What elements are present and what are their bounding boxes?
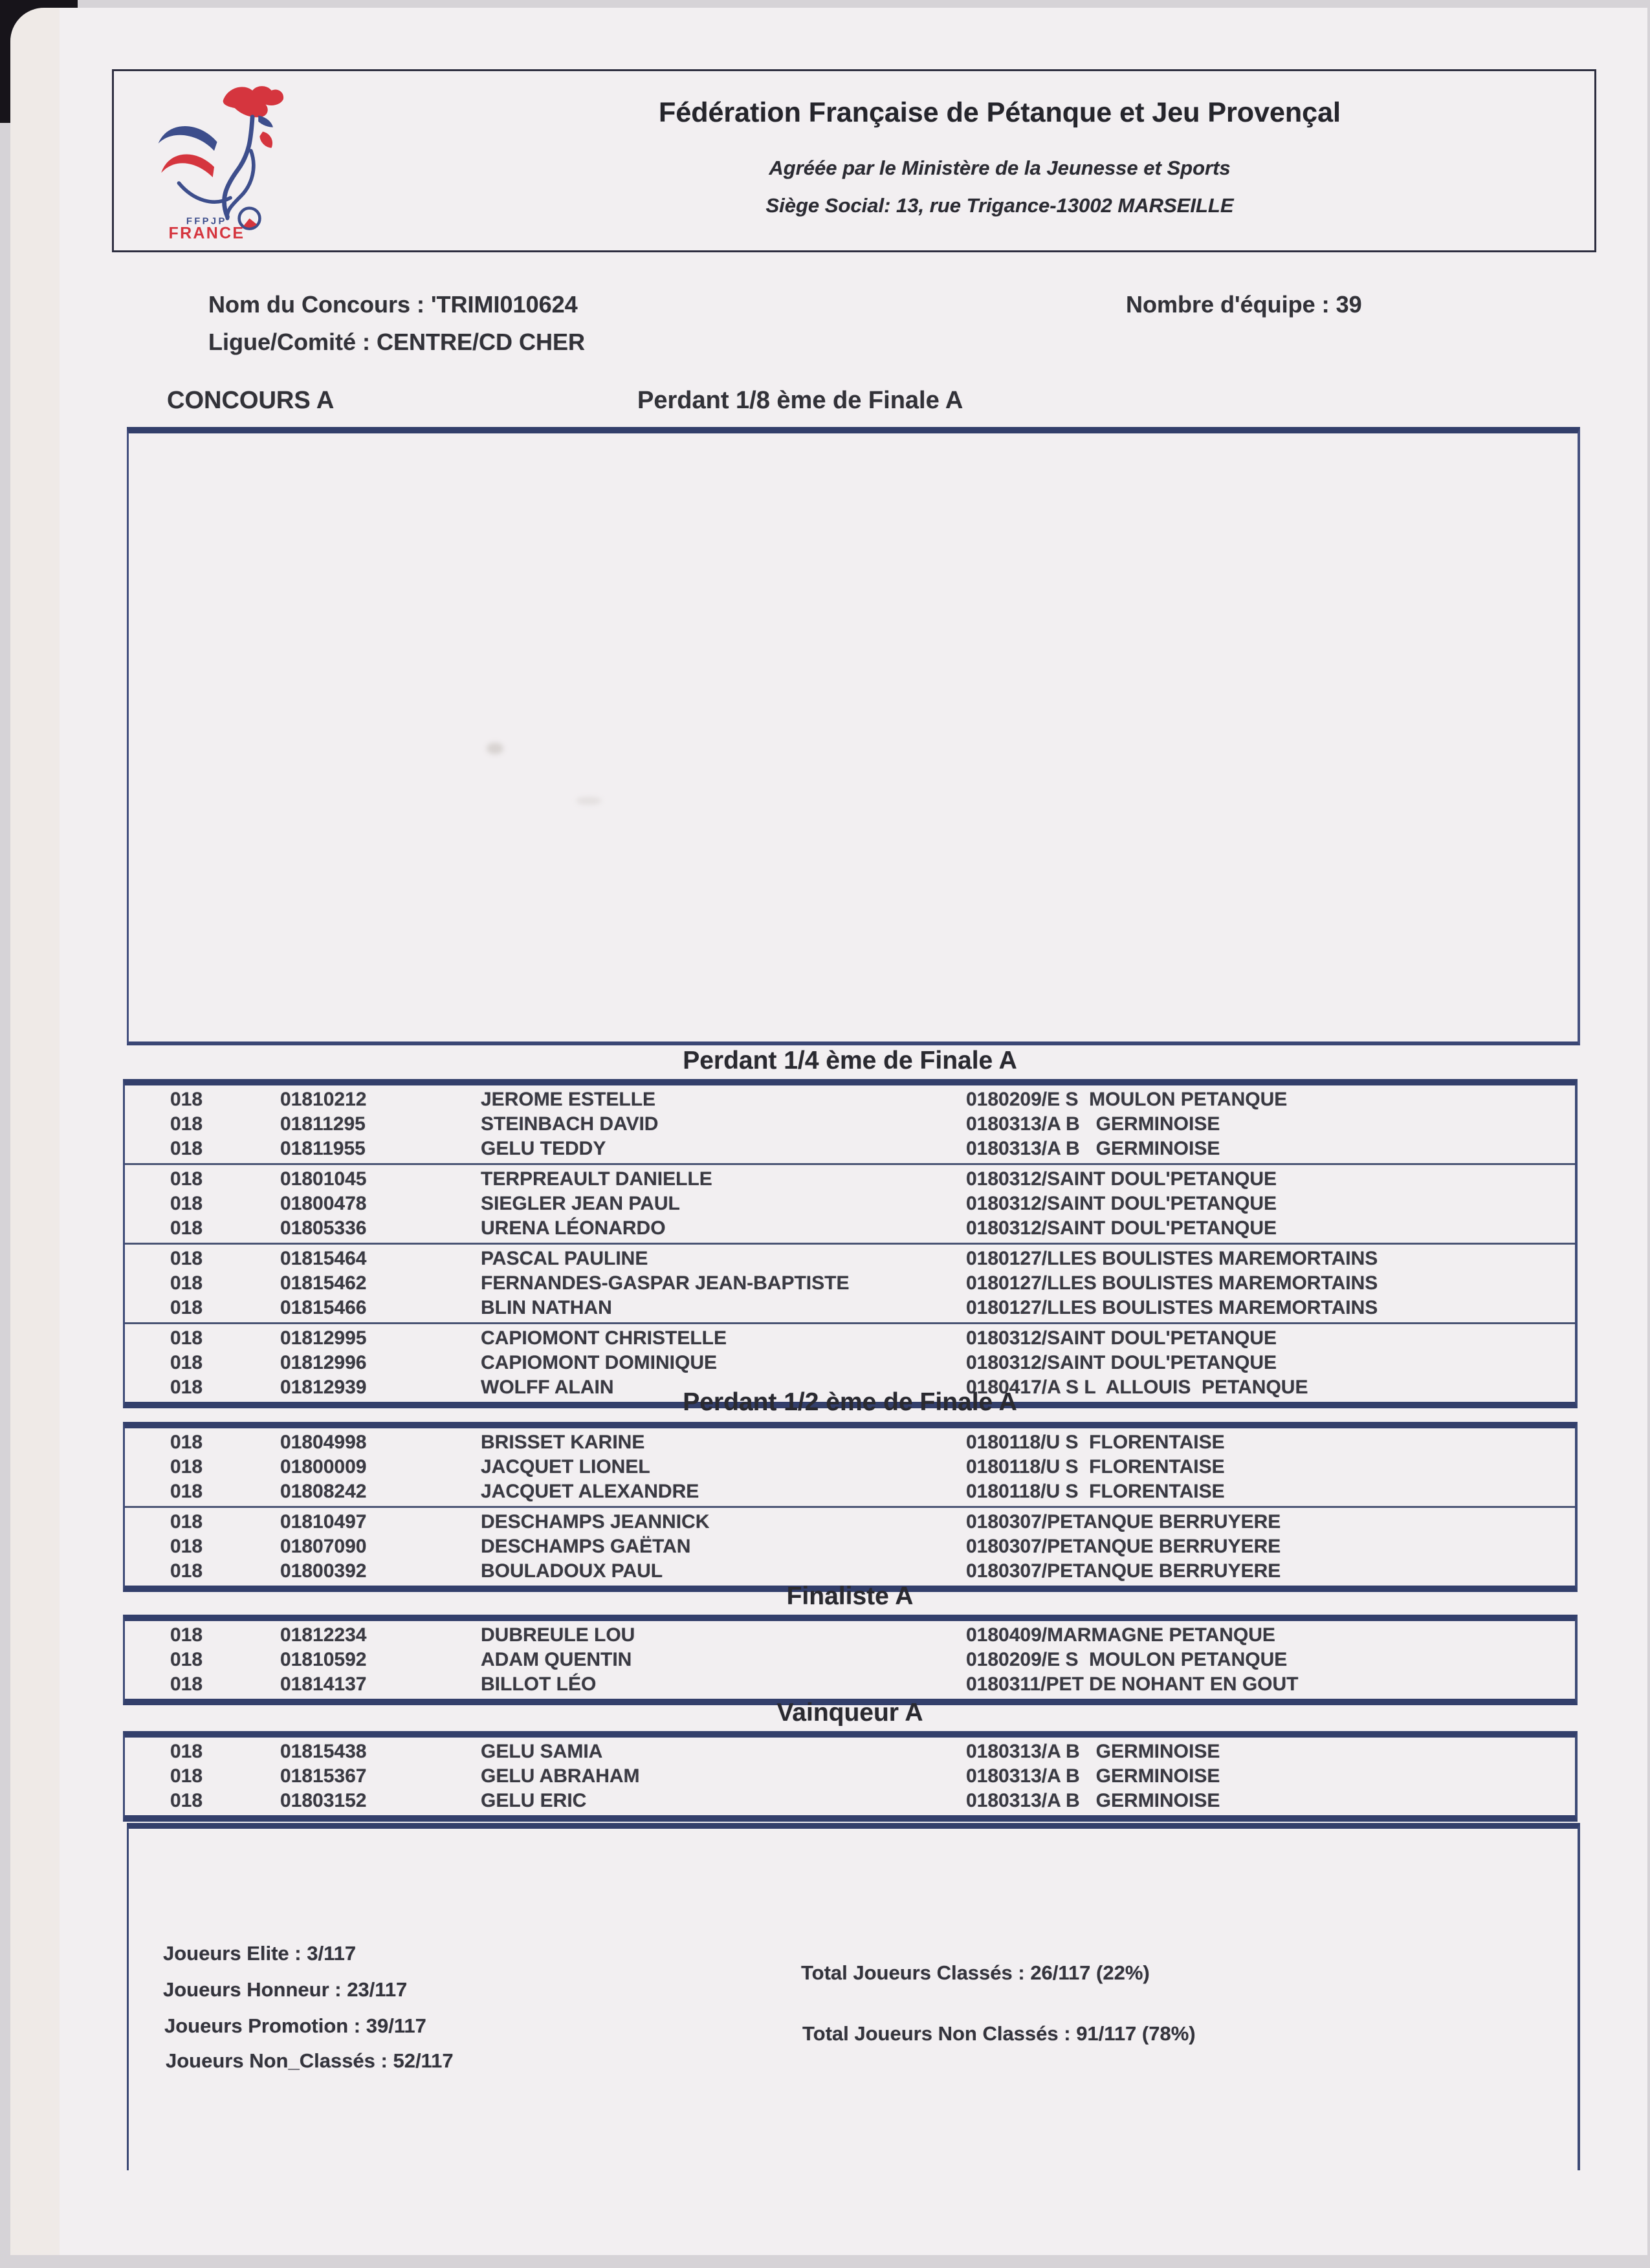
player-name-cell: GELU SAMIA: [481, 1741, 603, 1762]
section-title: Perdant 1/4 ème de Finale A: [683, 1047, 1017, 1074]
player-name-cell: BRISSET KARINE: [481, 1432, 645, 1453]
club-cell: 0180307/PETANQUE BERRUYERE: [966, 1560, 1281, 1582]
club-cell: 0180313/A B GERMINOISE: [966, 1790, 1220, 1811]
results-table: [123, 1422, 1578, 1592]
table-row: [125, 1789, 1575, 1813]
comb-shape: [223, 86, 283, 117]
table-row: [125, 1739, 1575, 1764]
table-row: [125, 1112, 1575, 1137]
license-cell: 01800392: [280, 1560, 367, 1582]
license-cell: 01810212: [280, 1089, 367, 1110]
club-cell: 0180312/SAINT DOUL'PETANQUE: [966, 1327, 1277, 1349]
license-cell: 01812996: [280, 1352, 367, 1373]
tail-feather-blue: [159, 126, 217, 151]
license-cell: 01804998: [280, 1432, 367, 1453]
club-cell: 0180409/MARMAGNE PETANQUE: [966, 1624, 1275, 1646]
table-row: [125, 1672, 1575, 1697]
section-title: Finaliste A: [786, 1582, 914, 1610]
club-cell: 0180118/U S FLORENTAISE: [966, 1456, 1225, 1477]
club-cell: 0180209/E S MOULON PETANQUE: [966, 1089, 1288, 1110]
table-row: [125, 1247, 1575, 1271]
paper-edge-shading: [10, 8, 60, 2255]
dept-cell: 018: [170, 1377, 203, 1398]
logo-france-text: FRANCE: [168, 224, 245, 242]
dept-cell: 018: [170, 1272, 203, 1294]
license-cell: 01815466: [280, 1297, 367, 1318]
federation-header-box: [112, 69, 1596, 252]
dept-cell: 018: [170, 1649, 203, 1670]
license-cell: 01811955: [280, 1138, 366, 1159]
player-name-cell: JEROME ESTELLE: [481, 1089, 656, 1110]
section-title: Perdant 1/2 ème de Finale A: [683, 1388, 1017, 1416]
player-name-cell: JACQUET ALEXANDRE: [481, 1481, 699, 1502]
section-title: Vainqueur A: [776, 1699, 923, 1727]
team-separator-line: [125, 1322, 1575, 1324]
player-category-stat: Joueurs Honneur : 23/117: [163, 1978, 408, 2001]
table-row: [125, 1216, 1575, 1241]
club-cell: 0180417/A S L ALLOUIS PETANQUE: [966, 1377, 1308, 1398]
logo-ffpjp-text: FFPJP: [186, 216, 227, 227]
dept-cell: 018: [170, 1624, 203, 1646]
dept-cell: 018: [170, 1327, 203, 1349]
beak-shape: [258, 116, 273, 127]
player-name-cell: TERPREAULT DANIELLE: [481, 1168, 712, 1190]
perdant-huitieme-box: [127, 427, 1580, 1045]
dept-cell: 018: [170, 1138, 203, 1159]
club-cell: 0180307/PETANQUE BERRUYERE: [966, 1511, 1281, 1532]
license-cell: 01800009: [280, 1456, 367, 1477]
dept-cell: 018: [170, 1511, 203, 1532]
player-name-cell: BLIN NATHAN: [481, 1297, 612, 1318]
license-cell: 01812995: [280, 1327, 367, 1349]
ffpjp-rooster-logo: [133, 80, 295, 242]
player-name-cell: CAPIOMONT DOMINIQUE: [481, 1352, 717, 1373]
federation-subtitle-2: Siège Social: 13, rue Trigance-13002 MARSEILLE: [765, 194, 1234, 217]
license-cell: 01812939: [280, 1377, 367, 1398]
license-cell: 01805336: [280, 1217, 367, 1239]
player-category-stat: Joueurs Non_Classés : 52/117: [166, 2049, 454, 2072]
dept-cell: 018: [170, 1297, 203, 1318]
club-cell: 0180127/LLES BOULISTES MAREMORTAINS: [966, 1272, 1378, 1294]
player-name-cell: DUBREULE LOU: [481, 1624, 635, 1646]
player-name-cell: GELU TEDDY: [481, 1138, 606, 1159]
player-name-cell: JACQUET LIONEL: [481, 1456, 650, 1477]
license-cell: 01811295: [280, 1113, 366, 1135]
license-cell: 01803152: [280, 1790, 367, 1811]
table-row: [125, 1296, 1575, 1320]
table-row: [125, 1764, 1575, 1789]
player-category-stat: Joueurs Promotion : 39/117: [164, 2014, 426, 2037]
table-row: [125, 1623, 1575, 1648]
results-table: [123, 1079, 1578, 1408]
table-row: [125, 1559, 1575, 1584]
table-row: [125, 1510, 1575, 1534]
license-cell: 01815438: [280, 1741, 367, 1762]
body-outline: [224, 117, 252, 217]
license-cell: 01815462: [280, 1272, 367, 1294]
license-cell: 01810497: [280, 1511, 367, 1532]
federation-title: Fédération Française de Pétanque et Jeu Provençal: [659, 97, 1341, 128]
table-row: [125, 1351, 1575, 1375]
player-name-cell: URENA LÉONARDO: [481, 1217, 666, 1239]
team-separator-line: [125, 1243, 1575, 1245]
table-row: [125, 1137, 1575, 1161]
player-name-cell: PASCAL PAULINE: [481, 1248, 648, 1269]
perdant-huitieme-title: Perdant 1/8 ème de Finale A: [637, 387, 963, 414]
player-name-cell: SIEGLER JEAN PAUL: [481, 1193, 680, 1214]
player-total-stat: Total Joueurs Non Classés : 91/117 (78%): [802, 2022, 1196, 2045]
concours-a-label: CONCOURS A: [167, 387, 335, 414]
table-row: [125, 1430, 1575, 1455]
table-row: [125, 1326, 1575, 1351]
dept-cell: 018: [170, 1089, 203, 1110]
dept-cell: 018: [170, 1193, 203, 1214]
club-cell: 0180313/A B GERMINOISE: [966, 1113, 1220, 1135]
license-cell: 01810592: [280, 1649, 367, 1670]
player-name-cell: ADAM QUENTIN: [481, 1649, 632, 1670]
player-name-cell: BOULADOUX PAUL: [481, 1560, 663, 1582]
dept-cell: 018: [170, 1674, 203, 1695]
license-cell: 01815464: [280, 1248, 367, 1269]
player-category-stat: Joueurs Elite : 3/117: [163, 1942, 357, 1965]
player-name-cell: WOLFF ALAIN: [481, 1377, 614, 1398]
federation-subtitle-1: Agréée par le Ministère de la Jeunesse et Sports: [769, 157, 1231, 179]
club-cell: 0180127/LLES BOULISTES MAREMORTAINS: [966, 1297, 1378, 1318]
license-cell: 01815367: [280, 1765, 367, 1787]
dept-cell: 018: [170, 1536, 203, 1557]
results-table: [123, 1731, 1578, 1822]
dept-cell: 018: [170, 1741, 203, 1762]
dept-cell: 018: [170, 1352, 203, 1373]
club-cell: 0180312/SAINT DOUL'PETANQUE: [966, 1352, 1277, 1373]
club-cell: 0180118/U S FLORENTAISE: [966, 1432, 1225, 1453]
club-cell: 0180209/E S MOULON PETANQUE: [966, 1649, 1288, 1670]
table-row: [125, 1192, 1575, 1216]
club-cell: 0180307/PETANQUE BERRUYERE: [966, 1536, 1281, 1557]
club-cell: 0180313/A B GERMINOISE: [966, 1765, 1220, 1787]
club-cell: 0180312/SAINT DOUL'PETANQUE: [966, 1193, 1277, 1214]
player-name-cell: FERNANDES-GASPAR JEAN-BAPTISTE: [481, 1272, 850, 1294]
table-row: [125, 1534, 1575, 1559]
club-cell: 0180127/LLES BOULISTES MAREMORTAINS: [966, 1248, 1378, 1269]
player-name-cell: GELU ABRAHAM: [481, 1765, 640, 1787]
dept-cell: 018: [170, 1456, 203, 1477]
dept-cell: 018: [170, 1765, 203, 1787]
player-name-cell: BILLOT LÉO: [481, 1674, 597, 1695]
ligue-comite-label: Ligue/Comité : CENTRE/CD CHER: [208, 329, 586, 355]
team-count-label: Nombre d'équipe : 39: [1126, 291, 1362, 318]
club-cell: 0180312/SAINT DOUL'PETANQUE: [966, 1217, 1277, 1239]
dept-cell: 018: [170, 1168, 203, 1190]
wattle-shape: [259, 132, 272, 148]
table-row: [125, 1271, 1575, 1296]
dept-cell: 018: [170, 1560, 203, 1582]
player-name-cell: GELU ERIC: [481, 1790, 587, 1811]
club-cell: 0180312/SAINT DOUL'PETANQUE: [966, 1168, 1277, 1190]
dept-cell: 018: [170, 1113, 203, 1135]
dept-cell: 018: [170, 1790, 203, 1811]
dept-cell: 018: [170, 1481, 203, 1502]
belly-outline: [179, 183, 230, 202]
table-row: [125, 1167, 1575, 1192]
club-cell: 0180118/U S FLORENTAISE: [966, 1481, 1225, 1502]
club-cell: 0180313/A B GERMINOISE: [966, 1741, 1220, 1762]
table-row: [125, 1479, 1575, 1504]
dept-cell: 018: [170, 1248, 203, 1269]
license-cell: 01808242: [280, 1481, 367, 1502]
license-cell: 01814137: [280, 1674, 367, 1695]
player-name-cell: DESCHAMPS GAËTAN: [481, 1536, 691, 1557]
player-total-stat: Total Joueurs Classés : 26/117 (22%): [801, 1961, 1150, 1984]
player-name-cell: DESCHAMPS JEANNICK: [481, 1511, 710, 1532]
dept-cell: 018: [170, 1432, 203, 1453]
club-cell: 0180311/PET DE NOHANT EN GOUT: [966, 1674, 1299, 1695]
player-name-cell: CAPIOMONT CHRISTELLE: [481, 1327, 727, 1349]
player-name-cell: STEINBACH DAVID: [481, 1113, 659, 1135]
table-row: [125, 1087, 1575, 1112]
tail-feather-red: [161, 154, 214, 177]
license-cell: 01800478: [280, 1193, 367, 1214]
license-cell: 01812234: [280, 1624, 367, 1646]
license-cell: 01801045: [280, 1168, 367, 1190]
club-cell: 0180313/A B GERMINOISE: [966, 1138, 1220, 1159]
license-cell: 01807090: [280, 1536, 367, 1557]
table-row: [125, 1455, 1575, 1479]
team-separator-line: [125, 1163, 1575, 1165]
team-separator-line: [125, 1506, 1575, 1508]
table-row: [125, 1648, 1575, 1672]
results-table: [123, 1615, 1578, 1705]
dept-cell: 018: [170, 1217, 203, 1239]
concours-name-label: Nom du Concours : 'TRIMI010624: [208, 291, 578, 318]
